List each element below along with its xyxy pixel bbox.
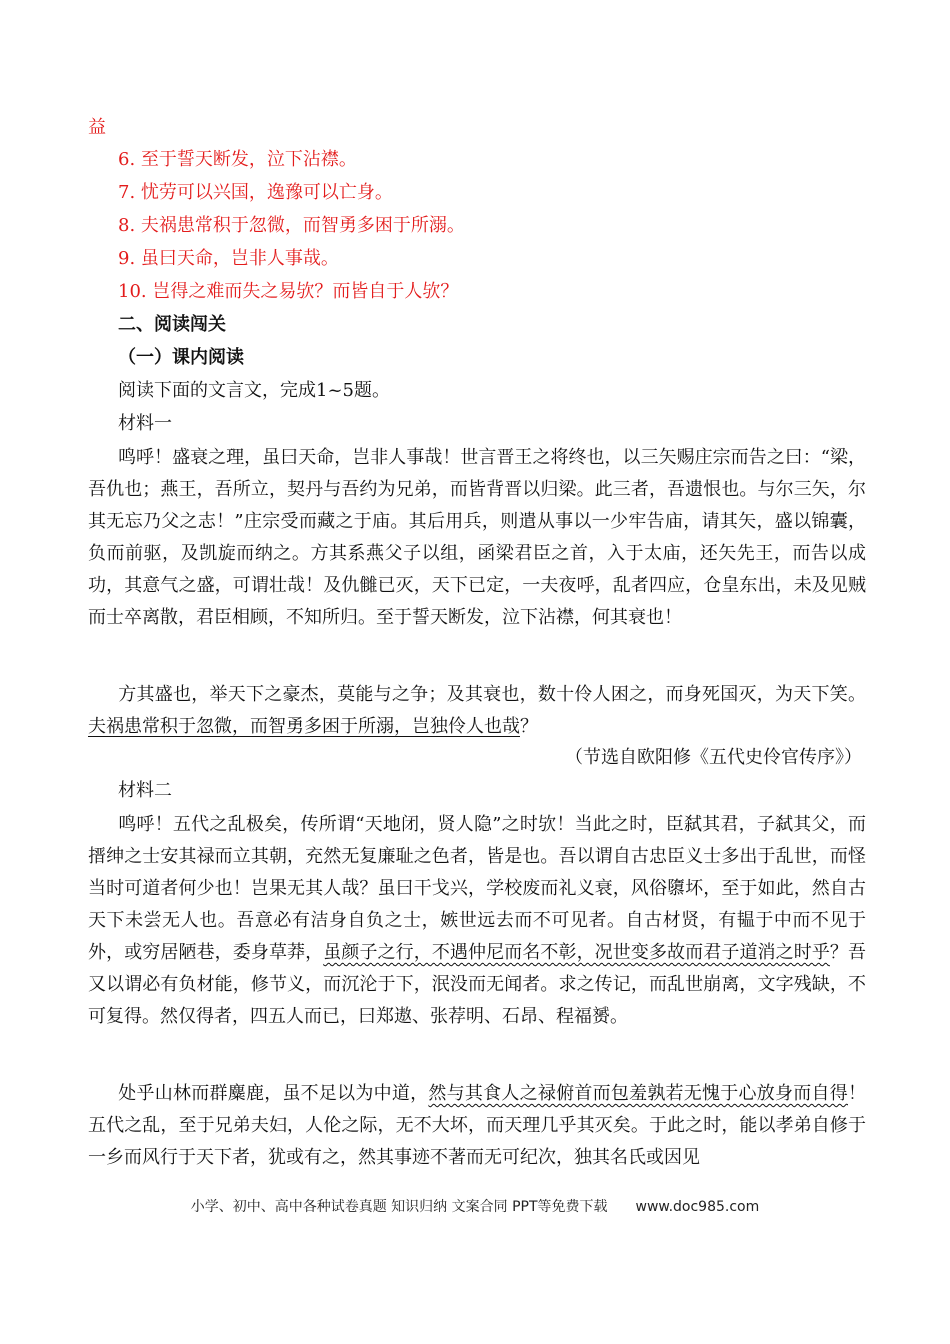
- section-subheading: （一）课内阅读: [118, 347, 244, 368]
- material1-p2-text: 方其盛也，举天下之豪杰，莫能与之争；及其衰也，数十伶人困之，而身死国灭，为天下笑。: [118, 684, 866, 705]
- answer-item-9: 9. 虽曰天命，岂非人事哉。: [118, 248, 339, 269]
- answer-lead: 益: [88, 117, 106, 138]
- instruction-text: 阅读下面的文言文，完成1~5题。: [118, 380, 390, 401]
- material1-label: 材料一: [118, 413, 172, 434]
- material1-paragraph-1: [88, 442, 866, 634]
- answer-item-8: 8. 夫祸患常积于忽微，而智勇多困于所溺。: [118, 215, 465, 236]
- material2-p1-end: ？吾又以谓必有负材能，修节义，而沉沦于下，泯没而无闻者。求之传记，而乱世崩离，文字残缺，不可复得。然仅得者，四五人而已，曰郑遨、张荐明、石昂、程福赟。: [88, 942, 867, 1027]
- material2-wavy-underlined-clause: 然与其食人之禄俯首而包羞孰若无愧于心放身而自得: [428, 1083, 848, 1104]
- material2-p2-end: ！五代之乱，至于兄弟夫妇，人伦之际，无不大坏，而天理几乎其灭矣。于此之时，能以孝弟自修于一乡而风行于天下者，犹或有之，然其事迹不著而无可纪次，独其名氏或因见: [88, 1083, 866, 1168]
- material1-p2-end: ？: [520, 716, 538, 737]
- footer-text: 小学、初中、高中各种试卷真题 知识归纳 文案合同 PPT等免费下载: [190, 1199, 608, 1215]
- material2-paragraph-2: [88, 1078, 866, 1174]
- footer-url[interactable]: www.doc985.com: [635, 1199, 760, 1215]
- material1-paragraph-2: [88, 679, 866, 743]
- material2-wavy-underlined-sentence: 虽颜子之行，不遇仲尼而名不彰，况世变多故而君子道消之时乎: [323, 942, 830, 963]
- material1-p1-text: 鸣呼！盛衰之理，虽曰天命，岂非人事哉！世言晋王之将终也，以三矢赐庄宗而告之曰：“梁，吾仇也；燕王，吾所立，契丹与吾约为兄弟，而皆背晋以归梁。此三者，吾遗恨也。与尔三矢，尔其无忘乃父之志！”庄宗受而藏之于庙。其后用兵，则遣从事以一少牢告庙，请其矢，盛以锦囊，负而前驱，及凯旋而纳之。方其系燕父子以组，函梁君臣之首，入于太庙，还矢先王，而告以成功，其意气之盛，可谓壮哉！及仇雠已灭，天下已定，一夫夜呼，乱者四应，仓皇东出，未及见贼而士卒离散，君臣相顾，不知所归。至于誓天断发，泣下沾襟，何其衰也！: [88, 447, 866, 628]
- page-footer: [0, 1196, 950, 1216]
- material2-label: 材料二: [118, 780, 172, 801]
- material2-paragraph-1: [88, 809, 866, 1033]
- answer-item-10: 10. 岂得之难而失之易欤？而皆自于人欤？: [118, 281, 459, 302]
- material1-underlined-sentence: 夫祸患常积于忽微，而智勇多困于所溺，岂独伶人也哉: [88, 716, 520, 737]
- material2-p1-text: 鸣呼！五代之乱极矣，传所谓“天地闭，贤人隐”之时欤！当此之时，臣弑其君，子弑其父，而搢绅之士安其禄而立其朝，充然无复廉耻之色者，皆是也。吾以谓自古忠臣义士多出于乱世，而怪当时可道者何少也！岂果无其人哉？虽曰干戈兴，学校废而礼义衰，风俗隳坏，至于如此，然自古天下未尝无人也。吾意必有洁身自负之士，嫉世远去而不可见者。自古材贤，有韫于中而不见于外，或穷居陋巷，委身草莽，: [88, 814, 866, 963]
- material1-source: （节选自欧阳修《五代史伶官传序》）: [565, 747, 862, 768]
- material2-p2-text: 处乎山林而群麋鹿，虽不足以为中道，: [118, 1083, 429, 1104]
- section-heading: 二、阅读闯关: [118, 314, 226, 335]
- answer-item-6: 6. 至于誓天断发，泣下沾襟。: [118, 149, 357, 170]
- answer-item-7: 7. 忧劳可以兴国，逸豫可以亡身。: [118, 182, 393, 203]
